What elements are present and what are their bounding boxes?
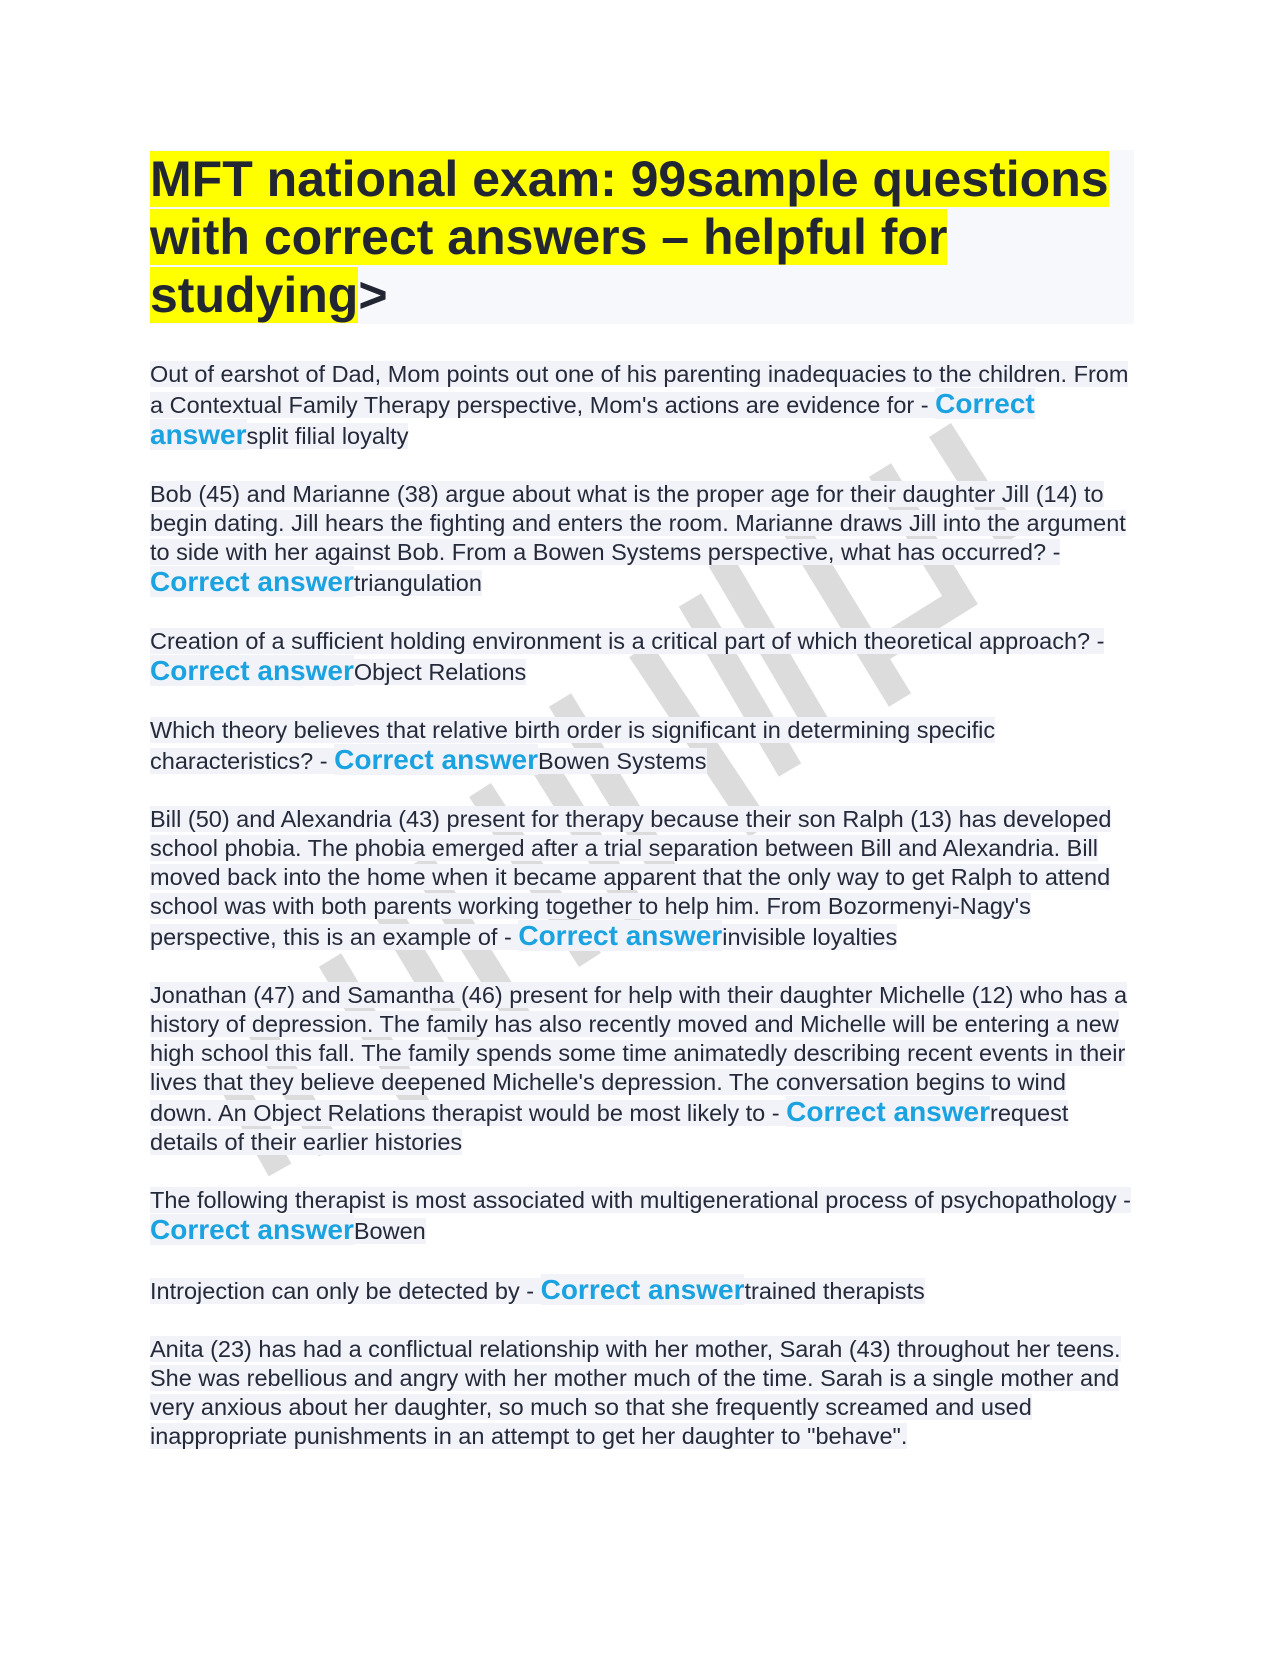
- answer-text: Bowen: [353, 1218, 426, 1244]
- qa-item: [150, 360, 1134, 451]
- question-text: Bill (50) and Alexandria (43) present for therapy because their son Ralph (13) has developed school phobia. The phobia emerged after a trial separation between Bill and Alexandria. Bill moved back into the home when it became apparent that the only way to get Ralph to attend school was with both parents working together to help him. From Bozormenyi-Nagy's perspective, this is an example of -: [150, 806, 1112, 950]
- title-highlighted-text: MFT national exam: 99sample questions with correct answers – helpful for studying: [150, 151, 1109, 323]
- qa-item: [150, 805, 1134, 952]
- question-text: The following therapist is most associated with multigenerational process of psychopathology -: [150, 1187, 1131, 1213]
- correct-answer-label: Correct answer: [150, 1214, 354, 1245]
- correct-answer-label: Correct answer: [150, 388, 1035, 450]
- correct-answer-label: Correct answer: [786, 1096, 990, 1127]
- correct-answer-label: Correct answer: [518, 920, 723, 951]
- qa-item: [150, 1275, 1134, 1306]
- title-block: [150, 150, 1134, 324]
- correct-answer-label: Correct answer: [150, 566, 354, 597]
- correct-answer-label: Correct answer: [334, 744, 539, 775]
- answer-text: request details of their earlier histories: [150, 1100, 1069, 1155]
- qa-item: [150, 716, 1134, 776]
- document-title: [150, 150, 1134, 324]
- question-text: Introjection can only be detected by -: [150, 1278, 541, 1304]
- question-text: Which theory believes that relative birth order is significant in determining specific characteristics? -: [150, 717, 996, 774]
- qa-item-partial: [150, 1335, 1134, 1451]
- answer-text: Bowen Systems: [538, 748, 707, 774]
- answer-text: invisible loyalties: [722, 924, 898, 950]
- question-text: Anita (23) has had a conflictual relationship with her mother, Sarah (43) throughout her teens. She was rebellious and angry with her mother much of the time. Sarah is a single mother and very anxious about her daughter, so much so that she frequently screamed and used inappropriate punishments in an attempt to get her daughter to "behave".: [150, 1336, 1121, 1449]
- question-text: Out of earshot of Dad, Mom points out one of his parenting inadequacies to the children. From a Contextual Family Therapy perspective, Mom's actions are evidence for -: [150, 361, 1129, 418]
- title-suffix: >: [358, 267, 388, 323]
- qa-item: [150, 981, 1134, 1157]
- question-text: Bob (45) and Marianne (38) argue about what is the proper age for their daughter Jill (14) to begin dating. Jill hears the fighting and enters the room. Marianne draws Jill into the argument to side with her against Bob. From a Bowen Systems perspective, what has occurred? -: [150, 481, 1126, 565]
- qa-item: [150, 1186, 1134, 1246]
- document-page: [150, 150, 1134, 1480]
- qa-item: [150, 480, 1134, 598]
- answer-text: trained therapists: [744, 1278, 925, 1304]
- answer-text: split filial loyalty: [246, 423, 409, 449]
- question-text: Jonathan (47) and Samantha (46) present for help with their daughter Michelle (12) who has a history of depression. The family has also recently moved and Michelle will be entering a new high school this fall. The family spends some time animatedly describing recent events in their lives that they believe deepened Michelle's depression. The conversation begins to wind down. An Object Relations therapist would be most likely to -: [150, 982, 1128, 1126]
- correct-answer-label: Correct answer: [150, 655, 354, 686]
- qa-item: [150, 627, 1134, 687]
- answer-text: Object Relations: [353, 659, 527, 685]
- correct-answer-label: Correct answer: [540, 1274, 745, 1305]
- question-text: Creation of a sufficient holding environment is a critical part of which theoretical approach? -: [150, 628, 1105, 654]
- answer-text: triangulation: [353, 570, 482, 596]
